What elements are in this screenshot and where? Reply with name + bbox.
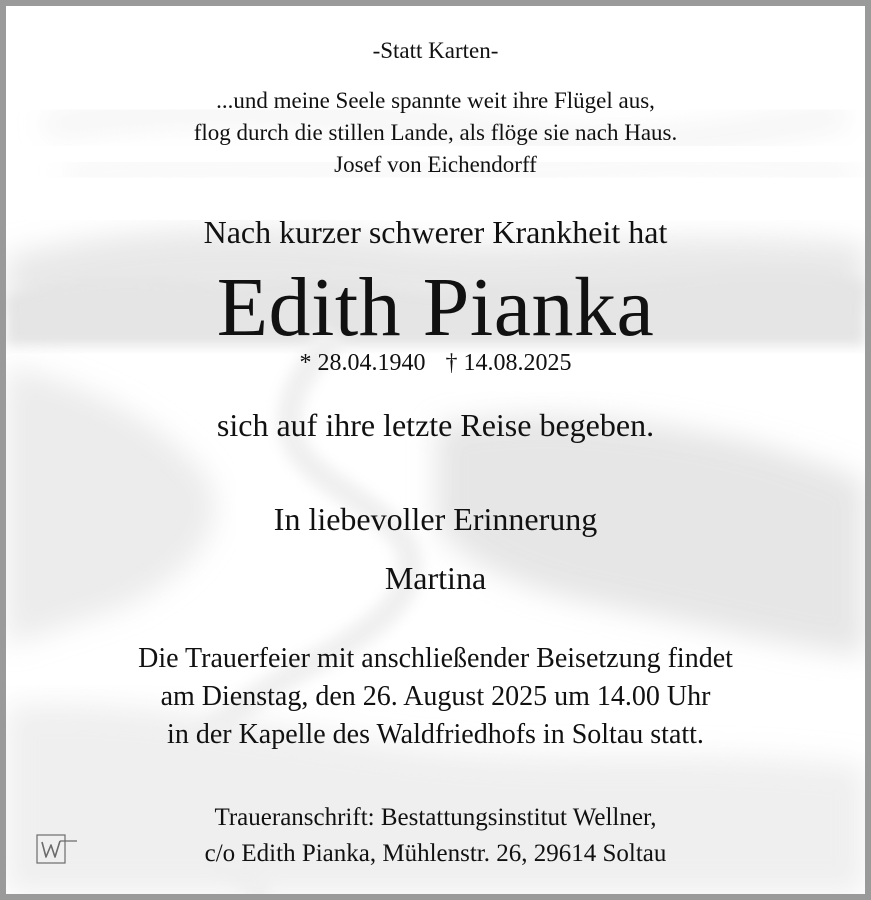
funeral-info-line: Die Trauerfeier mit anschließender Beisetzung findet — [138, 643, 733, 674]
funeral-info-line: in der Kapelle des Waldfriedhofs in Soltau statt. — [167, 719, 704, 750]
mourning-address-line: c/o Edith Pianka, Mühlenstr. 26, 29614 Soltau — [204, 840, 667, 867]
remembrance-line: In liebevoller Erinnerung — [273, 501, 598, 537]
notice-text — [6, 6, 865, 894]
funeral-info-line: am Dienstag, den 26. August 2025 um 14.00 Uhr — [160, 681, 711, 712]
statt-karten-header: -Statt Karten- — [372, 38, 499, 63]
poem-line: flog durch die stillen Lande, als flöge sie nach Haus. — [193, 120, 678, 145]
wellner-w-logo-icon — [36, 832, 78, 866]
life-dates — [6, 348, 865, 378]
death-date: † 14.08.2025 — [445, 350, 572, 376]
poem-line: ...und meine Seele spannte weit ihre Flügel aus, — [216, 88, 655, 113]
deceased-name: Edith Pianka — [216, 261, 655, 354]
birth-date: * 28.04.1940 — [299, 350, 426, 376]
intro-line: Nach kurzer schwerer Krankheit hat — [203, 214, 668, 250]
poem-author: Josef von Eichendorff — [334, 152, 537, 177]
outro-line: sich auf ihre letzte Reise begeben. — [216, 407, 655, 443]
signatory: Martina — [384, 560, 487, 596]
mourning-address-line: Traueranschrift: Bestattungsinstitut Wellner, — [214, 804, 657, 831]
